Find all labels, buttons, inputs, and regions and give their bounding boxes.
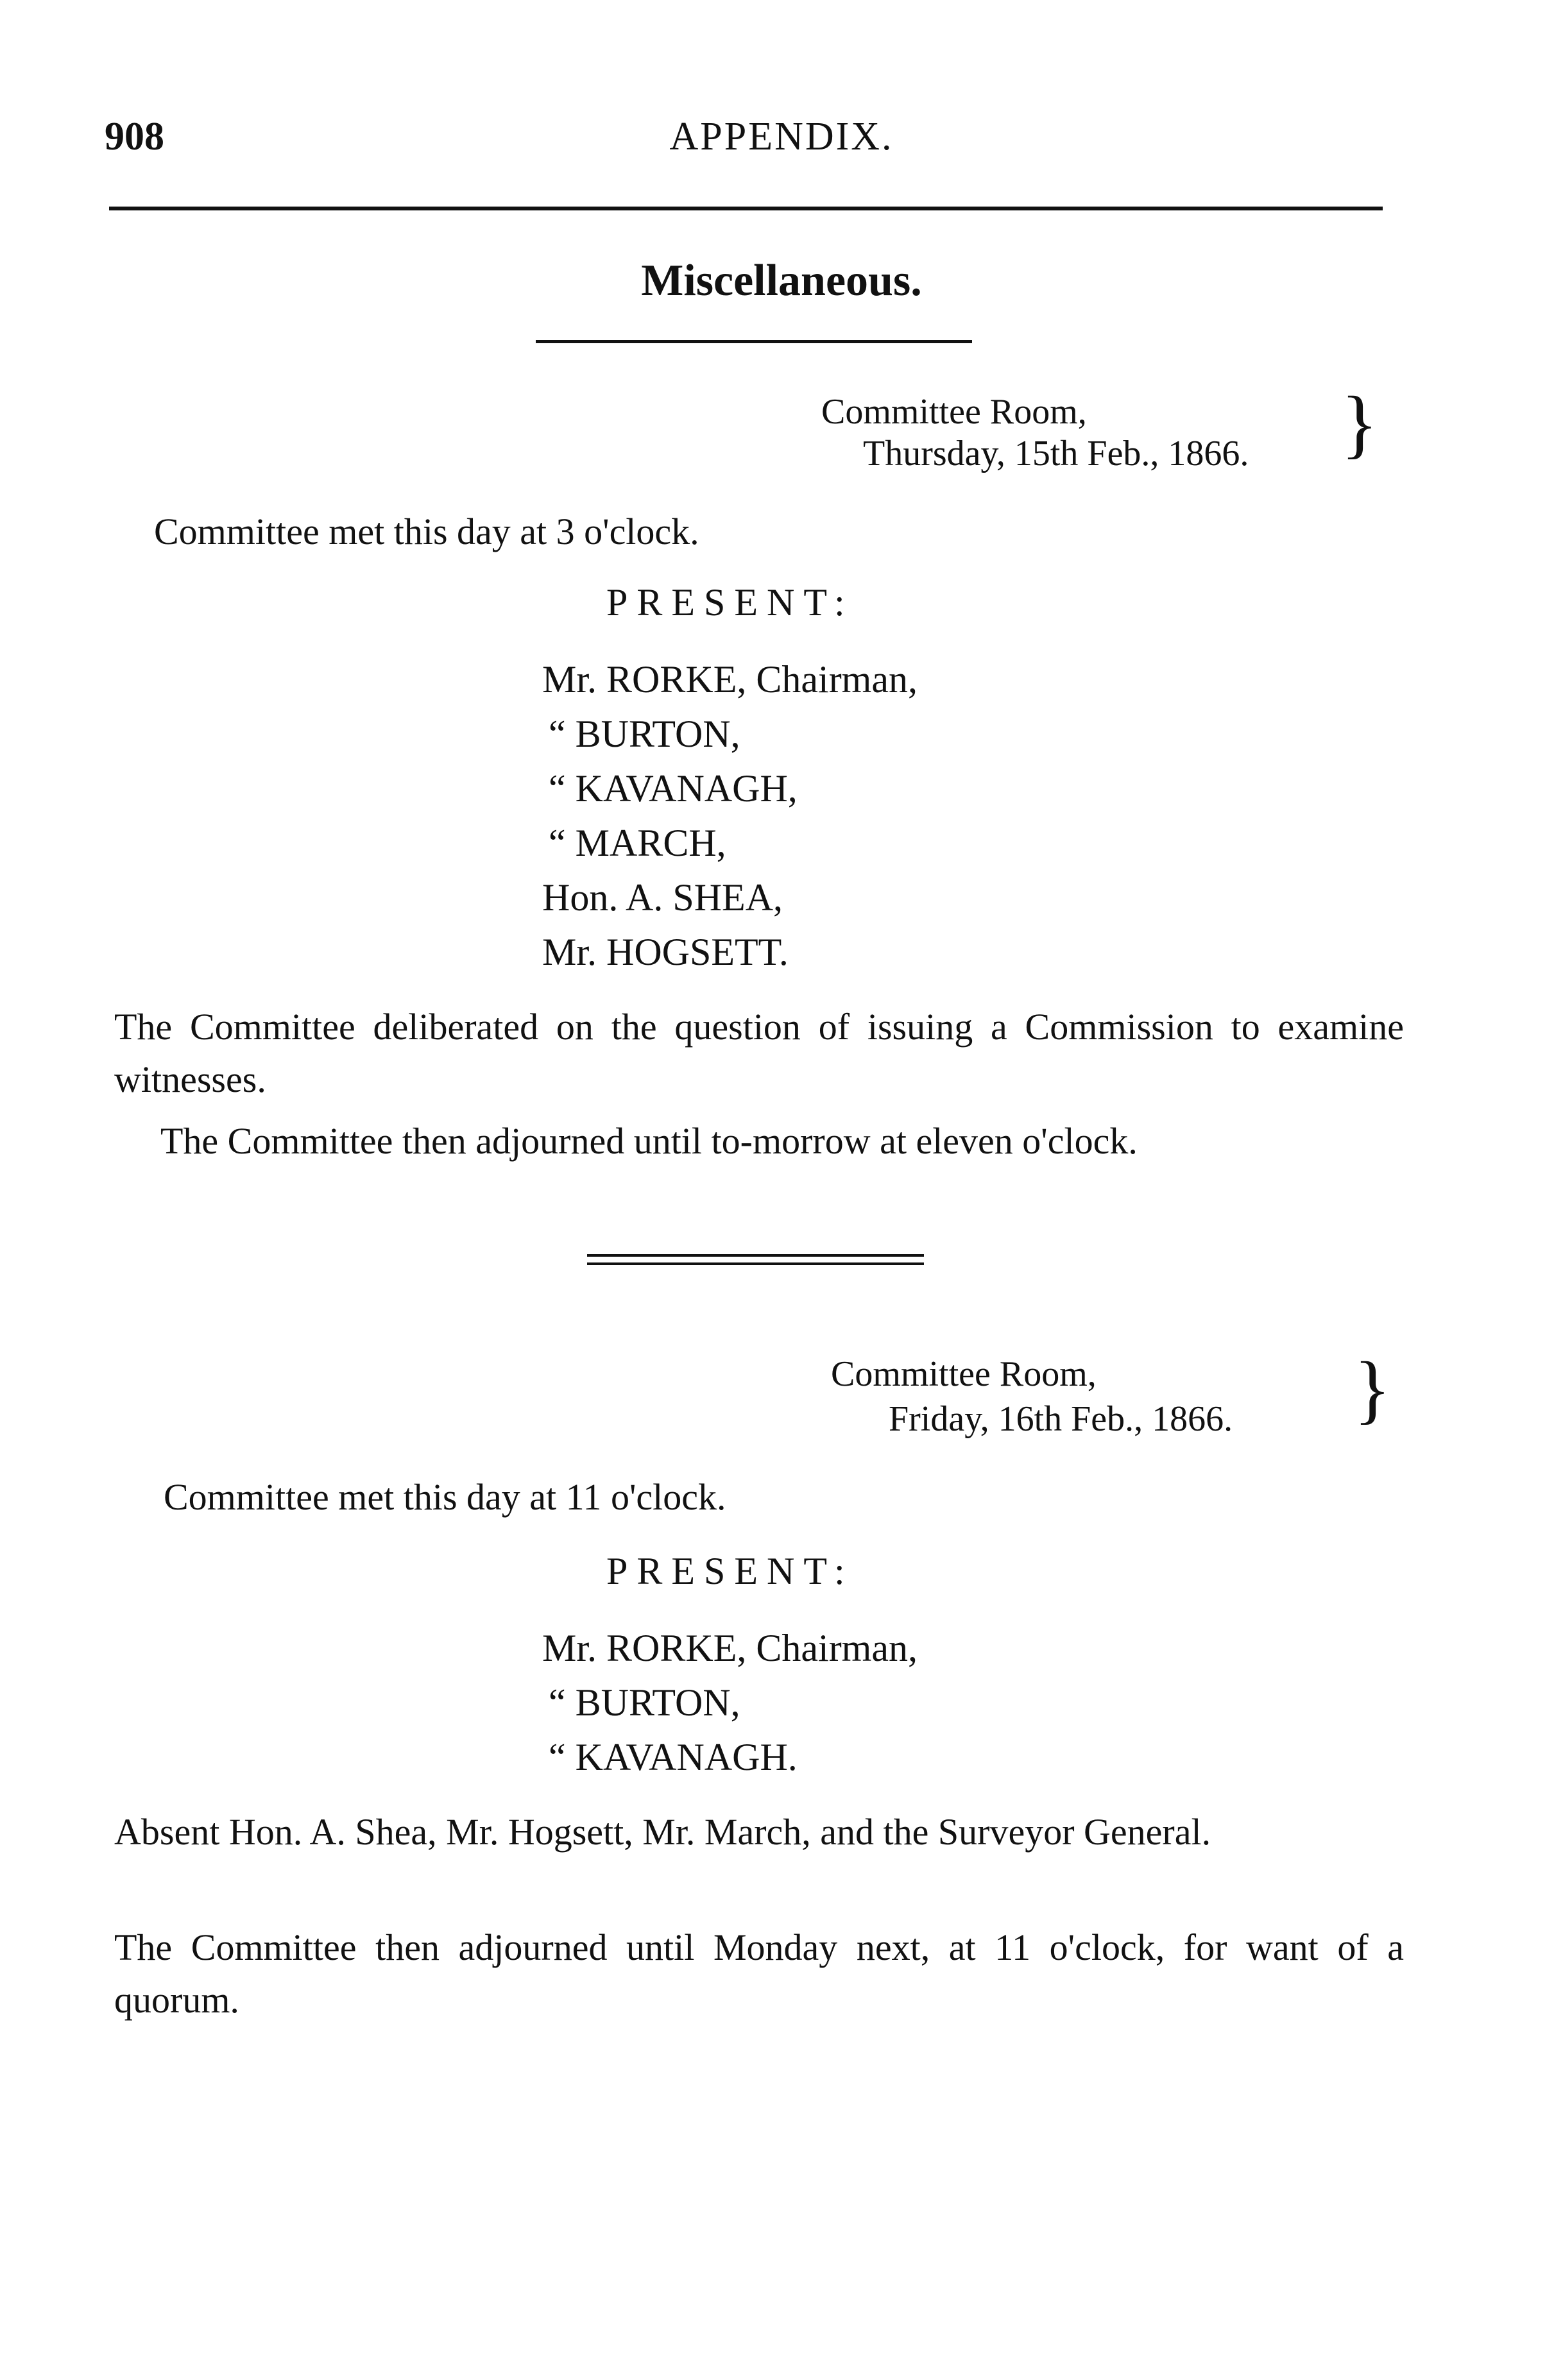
- meeting2-member: “ BURTON,: [549, 1681, 740, 1724]
- meeting2-place: Committee Room,: [831, 1354, 1097, 1394]
- divider-rule: [587, 1262, 924, 1265]
- page-number: 908: [105, 115, 164, 158]
- meeting1-member: “ BURTON,: [549, 713, 740, 755]
- meeting1-member: “ KAVANAGH,: [549, 767, 798, 810]
- meeting2-brace: }: [1354, 1346, 1391, 1431]
- meeting1-date: Thursday, 15th Feb., 1866.: [863, 434, 1249, 473]
- header-rule: [109, 207, 1383, 210]
- meeting1-place: Committee Room,: [821, 392, 1087, 432]
- meeting2-present-label: PRESENT:: [606, 1550, 854, 1592]
- meeting1-paragraph: The Committee deliberated on the question of issuing a Commission to examine witnesses.: [114, 1006, 1404, 1100]
- meeting1-brace: }: [1341, 380, 1378, 466]
- meeting2-paragraph: The Committee then adjourned until Monday next, at 11 o'clock, for want of a quorum.: [114, 1926, 1404, 2021]
- meeting2-opening: Committee met this day at 11 o'clock.: [164, 1476, 726, 1518]
- meeting1-present-label: PRESENT:: [606, 581, 854, 624]
- meeting1-paragraph: The Committee then adjourned until to-morrow at eleven o'clock.: [160, 1120, 1138, 1162]
- meeting1-member: “ MARCH,: [549, 822, 726, 864]
- section-rule: [536, 340, 972, 343]
- meeting1-opening: Committee met this day at 3 o'clock.: [154, 511, 699, 552]
- meeting1-member: Hon. A. SHEA,: [542, 876, 783, 919]
- section-title: Miscellaneous.: [641, 256, 922, 305]
- divider-rule: [587, 1254, 924, 1257]
- meeting1-member: Mr. HOGSETT.: [542, 931, 789, 973]
- meeting2-member: “ KAVANAGH.: [549, 1736, 798, 1778]
- meeting1-member: Mr. RORKE, Chairman,: [542, 658, 918, 701]
- meeting2-member: Mr. RORKE, Chairman,: [542, 1627, 918, 1669]
- meeting2-paragraph: Absent Hon. A. Shea, Mr. Hogsett, Mr. March, and the Surveyor General.: [114, 1811, 1211, 1853]
- running-title: APPENDIX.: [669, 115, 894, 158]
- meeting2-date: Friday, 16th Feb., 1866.: [889, 1399, 1233, 1439]
